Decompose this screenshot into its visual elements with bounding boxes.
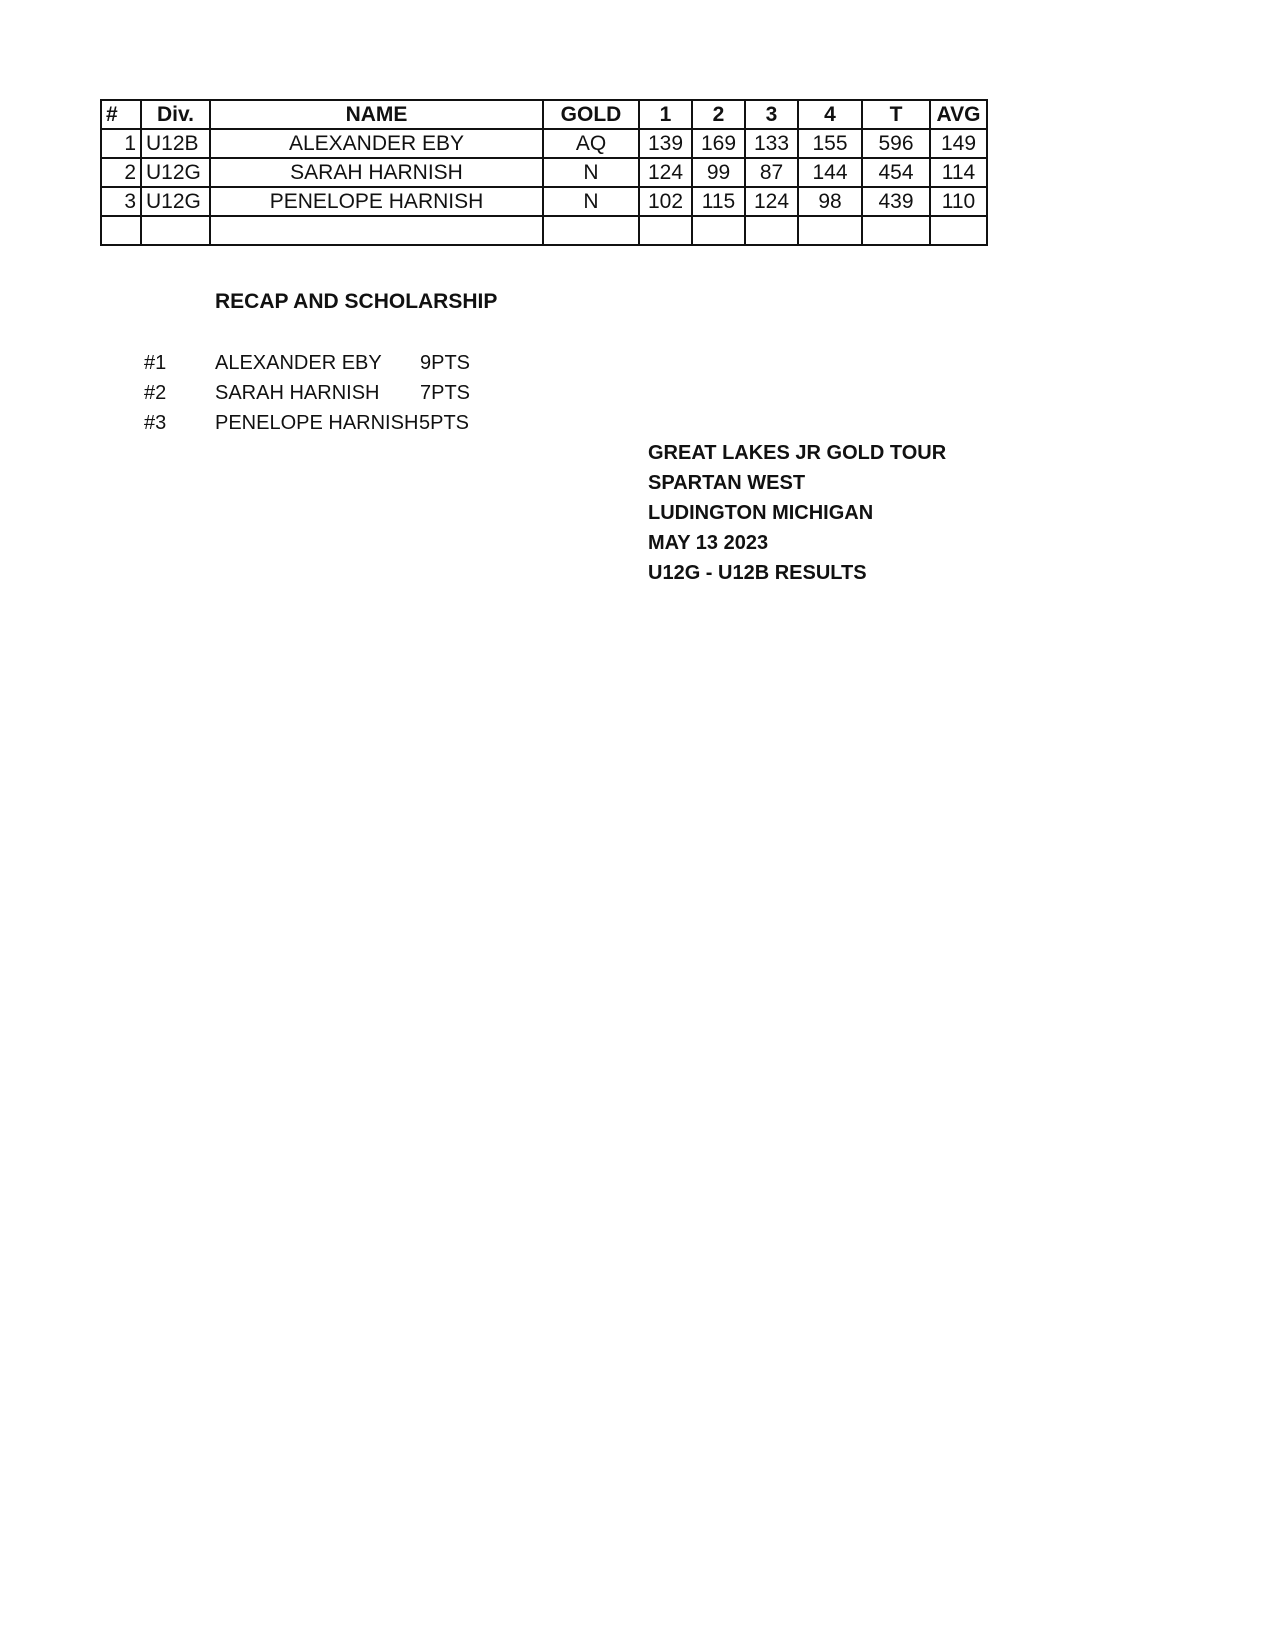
recap-points: 7PTS: [420, 382, 471, 404]
cell-round-3: 133: [745, 129, 798, 158]
cell-average: 149: [930, 129, 987, 158]
cell-round-2: 115: [692, 187, 745, 216]
event-location: LUDINGTON MICHIGAN: [648, 502, 874, 524]
col-header-round-1: 1: [639, 100, 692, 129]
cell-round-1: 124: [639, 158, 692, 187]
recap-rank: #3: [144, 412, 167, 434]
cell-name: ALEXANDER EBY: [210, 129, 543, 158]
recap-points: 5PTS: [419, 412, 470, 434]
cell-round-2: [692, 216, 745, 245]
col-header-round-4: 4: [798, 100, 862, 129]
cell-gold: [543, 216, 639, 245]
cell-division: U12G: [141, 158, 210, 187]
event-info: [648, 438, 946, 588]
recap-rank: #1: [144, 352, 167, 374]
event-venue: SPARTAN WEST: [648, 472, 806, 494]
col-header-average: AVG: [930, 100, 987, 129]
cell-division: [141, 216, 210, 245]
event-tour-name: GREAT LAKES JR GOLD TOUR: [648, 442, 947, 464]
cell-total: 439: [862, 187, 930, 216]
cell-gold: AQ: [543, 129, 639, 158]
cell-total: [862, 216, 930, 245]
recap-name: ALEXANDER EBY: [215, 352, 382, 374]
event-date: MAY 13 2023: [648, 532, 769, 554]
col-header-total: T: [862, 100, 930, 129]
recap-name: PENELOPE HARNISH: [215, 412, 419, 434]
cell-round-1: 102: [639, 187, 692, 216]
cell-number: 1: [101, 129, 141, 158]
cell-average: 110: [930, 187, 987, 216]
table-row: [101, 158, 987, 187]
cell-round-4: 144: [798, 158, 862, 187]
col-header-name: NAME: [210, 100, 543, 129]
cell-number: 3: [101, 187, 141, 216]
cell-total: 454: [862, 158, 930, 187]
cell-division: U12G: [141, 187, 210, 216]
cell-round-3: [745, 216, 798, 245]
col-header-round-3: 3: [745, 100, 798, 129]
cell-division: U12B: [141, 129, 210, 158]
cell-average: [930, 216, 987, 245]
cell-average: 114: [930, 158, 987, 187]
col-header-number: #: [101, 100, 141, 129]
col-header-round-2: 2: [692, 100, 745, 129]
table-row: [101, 187, 987, 216]
recap-title: RECAP AND SCHOLARSHIP: [215, 290, 498, 313]
cell-round-3: 87: [745, 158, 798, 187]
recap-name: SARAH HARNISH: [215, 382, 380, 404]
cell-round-1: 139: [639, 129, 692, 158]
col-header-gold: GOLD: [543, 100, 639, 129]
table-header-row: [101, 100, 987, 129]
table-row: [101, 129, 987, 158]
results-table: [100, 99, 988, 246]
cell-name: [210, 216, 543, 245]
cell-round-2: 169: [692, 129, 745, 158]
cell-round-4: 98: [798, 187, 862, 216]
empty-table-row: [101, 216, 987, 245]
cell-round-4: 155: [798, 129, 862, 158]
cell-number: 2: [101, 158, 141, 187]
cell-round-2: 99: [692, 158, 745, 187]
cell-round-4: [798, 216, 862, 245]
recap-rank: #2: [144, 382, 167, 404]
col-header-division: Div.: [141, 100, 210, 129]
cell-total: 596: [862, 129, 930, 158]
cell-round-1: [639, 216, 692, 245]
cell-name: SARAH HARNISH: [210, 158, 543, 187]
cell-gold: N: [543, 158, 639, 187]
cell-number: [101, 216, 141, 245]
cell-name: PENELOPE HARNISH: [210, 187, 543, 216]
recap-points: 9PTS: [420, 352, 471, 374]
event-results-title: U12G - U12B RESULTS: [648, 562, 867, 584]
cell-gold: N: [543, 187, 639, 216]
cell-round-3: 124: [745, 187, 798, 216]
